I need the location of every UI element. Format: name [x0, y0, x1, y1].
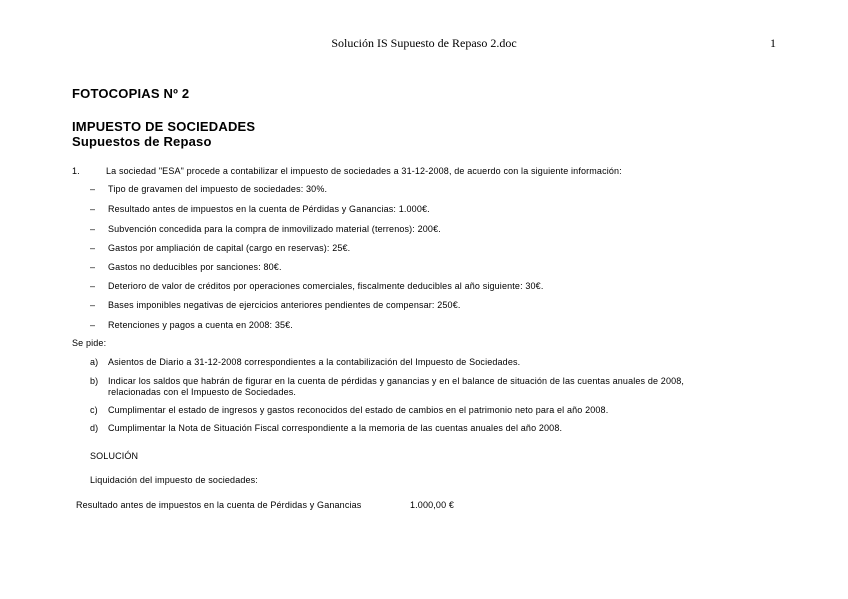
bullet-dash: –	[90, 281, 96, 291]
bullet-dash: –	[90, 204, 96, 214]
request-letter: d)	[90, 423, 99, 433]
list-item: Gastos no deducibles por sanciones: 80€.	[108, 262, 282, 272]
bullet-dash: –	[90, 320, 96, 330]
request-text: Asientos de Diario a 31-12-2008 correspondientes a la contabilización del Impuesto de Sociedades.	[108, 357, 521, 367]
page-number: 1	[770, 36, 776, 50]
request-letter: a)	[90, 357, 99, 367]
se-pide-label: Se pide:	[72, 338, 107, 348]
solution-title: SOLUCIÓN	[90, 451, 139, 461]
bullet-dash: –	[90, 184, 96, 194]
request-letter: b)	[90, 376, 99, 386]
calc-row-label: Resultado antes de impuestos en la cuenta de Pérdidas y Ganancias	[76, 500, 362, 510]
list-item: Retenciones y pagos a cuenta en 2008: 35€.	[108, 320, 293, 330]
list-item: Bases imponibles negativas de ejercicios anteriores pendientes de compensar: 250€.	[108, 300, 461, 310]
bullet-dash: –	[90, 224, 96, 234]
heading-impuesto: IMPUESTO DE SOCIEDADES	[72, 119, 256, 134]
bullet-dash: –	[90, 243, 96, 253]
request-text: Indicar los saldos que habrán de figurar en la cuenta de pérdidas y ganancias y en el balance de situación de las cuentas anuales de 2008,	[108, 376, 685, 386]
document-title: Solución IS Supuesto de Repaso 2.doc	[331, 36, 517, 50]
bullet-dash: –	[90, 262, 96, 272]
list-item: Deterioro de valor de créditos por operaciones comerciales, fiscalmente deducibles al año siguiente: 30€.	[108, 281, 544, 291]
request-text: Cumplimentar el estado de ingresos y gastos reconocidos del estado de cambios en el patrimonio neto para el año 2008.	[108, 405, 609, 415]
bullet-dash: –	[90, 300, 96, 310]
problem-intro: La sociedad "ESA" procede a contabilizar el impuesto de sociedades a 31-12-2008, de acuerdo con la siguiente información:	[106, 166, 622, 176]
list-item: Subvención concedida para la compra de inmovilizado material (terrenos): 200€.	[108, 224, 441, 234]
heading-supuestos: Supuestos de Repaso	[72, 134, 212, 149]
calc-row-value: 1.000,00 €	[410, 500, 455, 510]
request-letter: c)	[90, 405, 98, 415]
heading-fotocopias: FOTOCOPIAS Nº 2	[72, 86, 190, 101]
request-text: relacionadas con el Impuesto de Sociedades.	[108, 387, 297, 397]
solution-subtitle: Liquidación del impuesto de sociedades:	[90, 475, 258, 485]
list-item: Tipo de gravamen del impuesto de sociedades: 30%.	[108, 184, 328, 194]
problem-number: 1.	[72, 166, 80, 176]
request-text: Cumplimentar la Nota de Situación Fiscal correspondiente a la memoria de las cuentas anuales del año 2008.	[108, 423, 563, 433]
list-item: Gastos por ampliación de capital (cargo en reservas): 25€.	[108, 243, 351, 253]
list-item: Resultado antes de impuestos en la cuenta de Pérdidas y Ganancias: 1.000€.	[108, 204, 430, 214]
